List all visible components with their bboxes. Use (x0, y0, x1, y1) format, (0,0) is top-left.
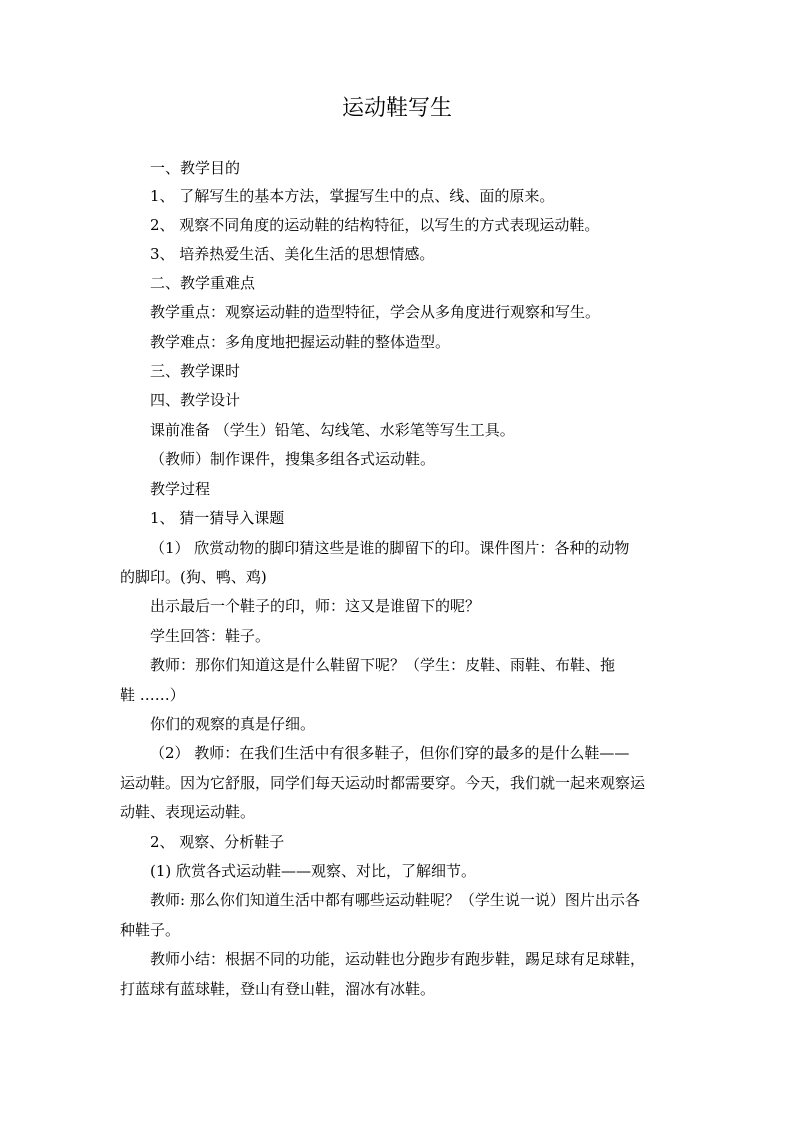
paragraph-student-answer: 学生回答：鞋子。 (150, 627, 271, 645)
goal-item-3: 3、 培养热爱生活、美化生活的思想情感。 (150, 245, 435, 263)
step-1-2-text: （2） 教师：在我们生活中有很多鞋子，但你们穿的最多的是什么鞋—— (150, 744, 630, 762)
paragraph-teacher-sports-shoes: 教师: 那么你们知道生活中都有哪些运动鞋呢？（学生说一说）图片出示各 (150, 891, 640, 909)
heading-teaching-design: 四、教学设计 (150, 391, 241, 409)
paragraph-teacher-summary: 教师小结：根据不同的功能，运动鞋也分跑步有跑步鞋，踢足球有足球鞋， (150, 950, 646, 968)
goal-item-1: 1、 了解写生的基本方法，掌握写生中的点、线、面的原来。 (150, 187, 555, 205)
paragraph-teacher-sports-shoes-cont: 种鞋子。 (120, 921, 181, 939)
paragraph-teacher-question: 教师：那你们知道这是什么鞋留下呢？（学生：皮鞋、雨鞋、布鞋、拖 (150, 656, 616, 674)
key-point-text: 教学重点：观察运动鞋的造型特征，学会从多角度进行观察和写生。 (150, 303, 601, 321)
page-title: 运动鞋写生 (341, 96, 452, 121)
step-1-heading: 1、 猜一猜导入课题 (150, 509, 285, 527)
step-2-1-text: (1) 欣赏各式运动鞋——观察、对比，了解细节。 (150, 862, 477, 880)
step-2-heading: 2、 观察、分析鞋子 (150, 833, 285, 851)
paragraph-teacher-question-cont: 鞋 ……） (120, 686, 185, 704)
heading-class-hours: 三、教学课时 (150, 362, 241, 380)
step-1-1-text: （1） 欣赏动物的脚印猜这些是谁的脚留下的印。课件图片：各种的动物 (150, 539, 630, 557)
goal-item-2: 2、 观察不同角度的运动鞋的结构特征，以写生的方式表现运动鞋。 (150, 216, 600, 234)
difficulty-text: 教学难点：多角度地把握运动鞋的整体造型。 (150, 333, 451, 351)
heading-teaching-process: 教学过程 (150, 480, 211, 498)
step-1-1-text-cont: 的脚印。(狗、鸭、鸡) (120, 568, 267, 586)
paragraph-observation: 你们的观察的真是仔细。 (150, 715, 316, 733)
preparation-student: 课前准备 （学生）铅笔、勾线笔、水彩笔等写生工具。 (150, 421, 515, 439)
heading-teaching-goals: 一、教学目的 (150, 159, 241, 177)
step-1-2-text-cont-2: 动鞋、表现运动鞋。 (120, 803, 256, 821)
heading-key-points: 二、教学重难点 (150, 274, 256, 292)
paragraph-last-shoe: 出示最后一个鞋子的印，师：这又是谁留下的呢？ (150, 597, 481, 615)
paragraph-teacher-summary-cont: 打蓝球有蓝球鞋，登山有登山鞋，溜冰有冰鞋。 (120, 980, 436, 998)
step-1-2-text-cont-1: 运动鞋。因为它舒服，同学们每天运动时都需要穿。今天，我们就一起来观察运 (120, 774, 646, 792)
preparation-teacher: （教师）制作课件，搜集多组各式运动鞋。 (150, 450, 436, 468)
